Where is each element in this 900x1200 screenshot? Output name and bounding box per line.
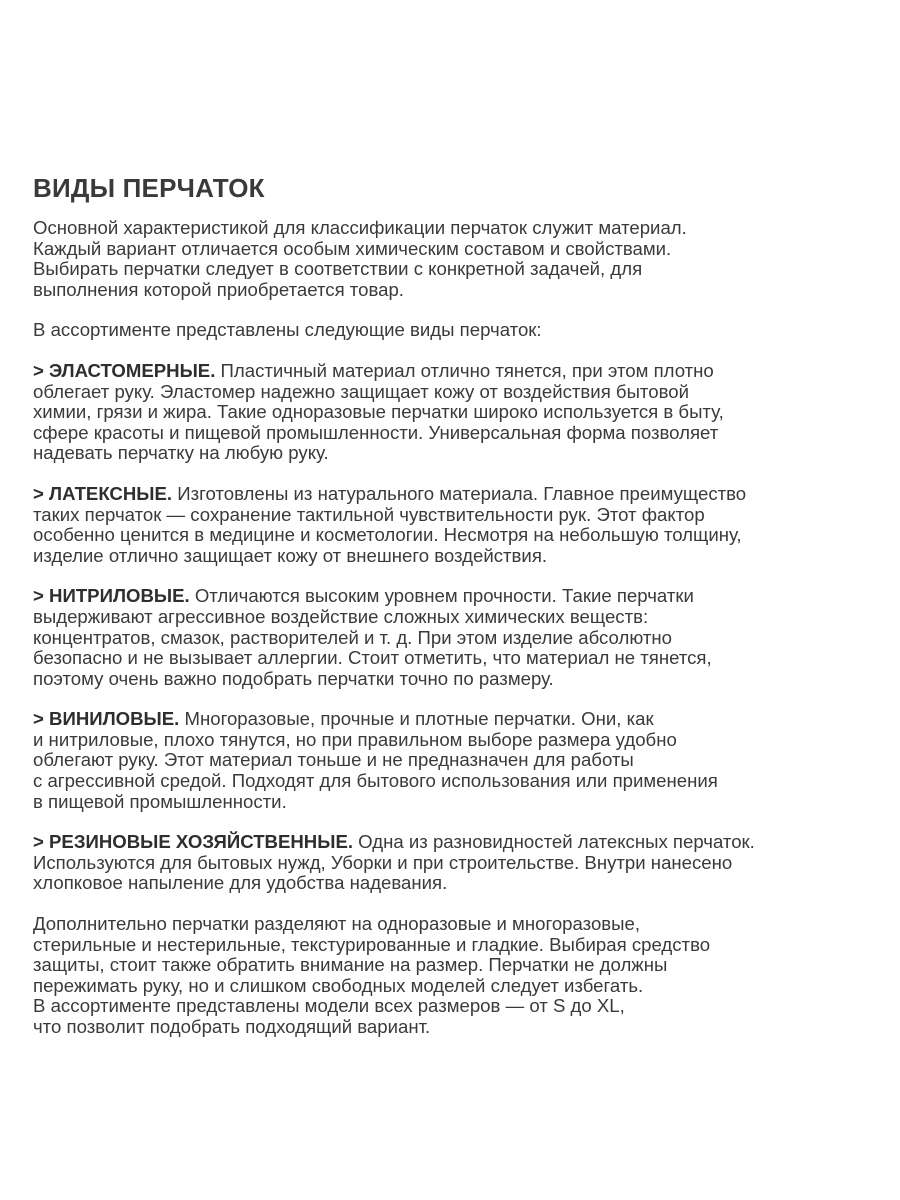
type-term: > НИТРИЛОВЫЕ. <box>33 585 190 607</box>
type-first-line <box>33 361 883 382</box>
page-title: ВИДЫ ПЕРЧАТОК <box>33 173 265 203</box>
type-line: надевать перчатку на любую руку. <box>33 442 329 464</box>
type-text: Изготовлены из натурального материала. Главное преимущество <box>172 482 747 504</box>
conclusion-line: защиты, стоит также обратить внимание на размер. Перчатки не должны <box>33 954 668 976</box>
intro-line: Выбирать перчатки следует в соответствии с конкретной задачей, для <box>33 258 643 280</box>
type-latex <box>33 484 883 566</box>
type-line: облегают руку. Этот материал тоньше и не предназначен для работы <box>33 749 634 771</box>
conclusion-line: В ассортименте представлены модели всех размеров — от S до XL, <box>33 995 625 1017</box>
type-first-line <box>33 709 883 730</box>
type-text: Многоразовые, прочные и плотные перчатки. Они, как <box>179 708 654 730</box>
type-line: изделие отлично защищает кожу от внешнего воздействия. <box>33 544 548 566</box>
type-first-line <box>33 484 883 505</box>
type-term: > РЕЗИНОВЫЕ ХОЗЯЙСТВЕННЫЕ. <box>33 831 354 853</box>
type-line: особенно ценится в медицине и косметологии. Несмотря на небольшую толщину, <box>33 524 742 546</box>
assortment-line: В ассортименте представлены следующие виды перчаток: <box>33 319 542 341</box>
type-text: Одна из разновидностей латексных перчаток. <box>353 831 755 853</box>
type-term: > ЛАТЕКСНЫЕ. <box>33 482 173 504</box>
type-line: выдерживают агрессивное воздействие сложных химических веществ: <box>33 605 649 627</box>
type-term: > ЭЛАСТОМЕРНЫЕ. <box>33 359 216 381</box>
assortment-paragraph <box>33 320 883 341</box>
type-line: и нитриловые, плохо тянутся, но при правильном выборе размера удобно <box>33 728 677 750</box>
type-line: таких перчаток — сохранение тактильной чувствительности рук. Этот фактор <box>33 503 705 525</box>
type-term: > ВИНИЛОВЫЕ. <box>33 708 180 730</box>
type-vinyl <box>33 709 883 812</box>
type-line: химии, грязи и жира. Такие одноразовые перчатки широко используется в быту, <box>33 401 724 423</box>
type-line: хлопковое напыление для удобства надевания. <box>33 872 448 894</box>
conclusion-line: Дополнительно перчатки разделяют на одноразовые и многоразовые, <box>33 913 641 935</box>
type-line: поэтому очень важно подобрать перчатки точно по размеру. <box>33 667 554 689</box>
type-text: Отличаются высоким уровнем прочности. Такие перчатки <box>189 585 694 607</box>
conclusion-paragraph <box>33 914 883 1038</box>
type-line: безопасно и не вызывает аллергии. Стоит отметить, что материал не тянется, <box>33 647 712 669</box>
type-first-line <box>33 586 883 607</box>
type-nitrile <box>33 586 883 689</box>
type-line: с агрессивной средой. Подходят для бытового использования или применения <box>33 770 718 792</box>
conclusion-line: пережимать руку, но и слишком свободных моделей следует избегать. <box>33 974 644 996</box>
type-first-line <box>33 832 883 853</box>
type-line: в пищевой промышленности. <box>33 790 287 812</box>
conclusion-line: стерильные и нестерильные, текстурированные и гладкие. Выбирая средство <box>33 933 711 955</box>
intro-line: Основной характеристикой для классификации перчаток служит материал. <box>33 217 687 238</box>
type-line: сфере красоты и пищевой промышленности. Универсальная форма позволяет <box>33 421 719 443</box>
type-line: Используются для бытовых нужд, Уборки и при строительстве. Внутри нанесено <box>33 851 733 873</box>
intro-line: выполнения которой приобретается товар. <box>33 278 404 300</box>
conclusion-line: что позволит подобрать подходящий вариант. <box>33 1016 431 1037</box>
article <box>33 172 883 1058</box>
type-elastomer <box>33 361 883 464</box>
intro-line: Каждый вариант отличается особым химическим составом и свойствами. <box>33 237 672 259</box>
type-line: облегает руку. Эластомер надежно защищает кожу от воздействия бытовой <box>33 380 689 402</box>
intro-paragraph <box>33 218 883 300</box>
type-text: Пластичный материал отлично тянется, при этом плотно <box>215 359 714 381</box>
type-rubber <box>33 832 883 894</box>
type-line: концентратов, смазок, растворителей и т. д. При этом изделие абсолютно <box>33 626 672 648</box>
